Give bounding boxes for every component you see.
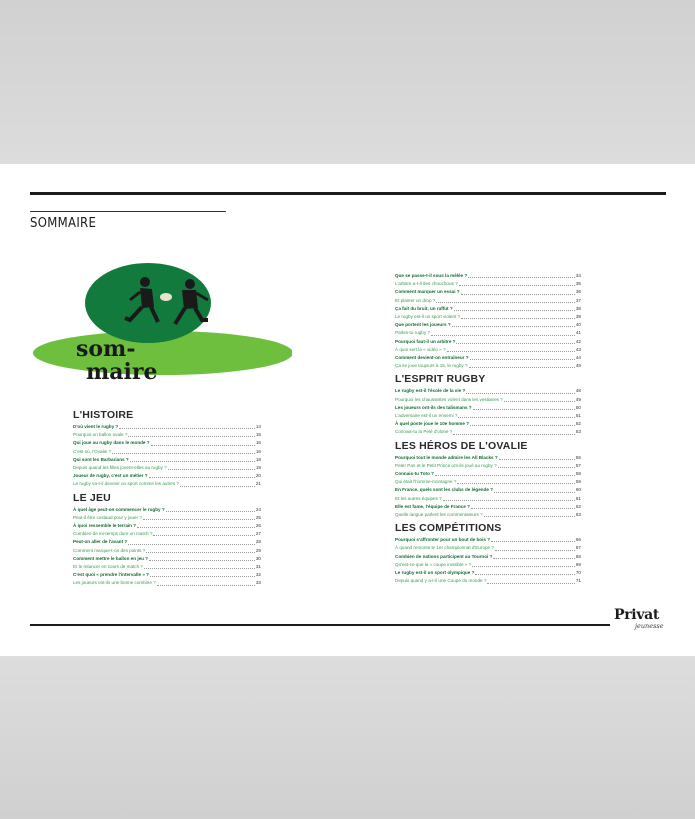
toc-entry [73,555,261,563]
dot-leader [487,583,574,584]
toc-entry-question: Peut-on aller de l'avant ? [73,539,128,545]
publisher-name: Privat [614,607,660,623]
toc-entry [395,396,581,404]
toc-entry-question: Le rugby est-il un sport olympique ? [395,570,475,576]
toc-entry-question: Comment marquer un essai ? [395,289,460,295]
toc-entry [73,456,261,464]
section-heading: L'ESPRIT RUGBY [395,373,486,386]
toc-entry [395,288,581,296]
toc-entry-page: 56 [575,454,581,460]
page-title: SOMMAIRE [30,216,97,231]
toc-entry [395,272,581,280]
dot-leader [491,541,575,542]
dot-leader [457,483,574,484]
dot-leader [128,436,254,437]
toc-entry-question: Et le relancer en cours de match ? [73,564,143,570]
toc-entry [395,503,581,511]
toc-entry-page: 68 [575,553,581,559]
dot-leader [473,409,575,410]
toc-entry-page: 51 [575,413,581,419]
dot-leader [112,453,255,454]
toc-entry-question: Que se passe-t-il sous la mêlée ? [395,273,468,278]
toc-entry-page: 16 [255,448,261,454]
dot-leader [499,459,575,460]
toc-entry-question: Pourquoi faut-il un arbitre ? [395,338,456,344]
toc-entry [73,423,261,431]
toc-entry-question: Depuis quand y a-t-il une Coupe du monde ? [395,578,487,584]
toc-entry-question: Peut-il être costaud pour y jouer ? [73,514,142,520]
toc-entry [395,486,581,494]
toc-entry [73,571,261,579]
publisher-logo [614,607,668,635]
toc-entry-page: 38 [575,305,581,311]
toc-entry-page: 71 [575,578,581,584]
dot-leader [119,428,255,429]
toc-entry [395,346,581,354]
toc-entry [395,544,581,552]
toc-entry-question: Depuis quand les filles jouent-elles au rugby ? [73,465,167,471]
toc-section [395,522,581,585]
toc-section [395,272,581,370]
toc-entry-question: Pourquoi un ballon ovale ? [73,432,128,438]
toc-entry-question: Parles-tu rugby ? [395,330,430,336]
toc-entry-page: 26 [255,523,261,529]
toc-entry-question: Pourquoi s'affronter pour un bout de bois ? [395,537,491,543]
dot-leader [447,351,575,352]
dot-leader [466,393,575,394]
dot-leader [459,285,575,286]
illustration-text-line1: som- [76,336,136,362]
toc-entry-page: 16 [255,440,261,446]
toc-entry-question: Le rugby est-il l'école de la vie ? [395,388,466,394]
toc-entry-page: 70 [575,570,581,576]
toc-entry [395,387,581,395]
toc-entry [73,464,261,472]
toc-entry-page: 18 [255,456,261,462]
toc-entry [395,511,581,519]
dot-leader [431,335,575,336]
toc-entry [73,480,261,488]
toc-entry-question: Combien de mi-temps dure un match ? [73,531,153,537]
toc-entry-question: Combien de nations participent au Tournoi ? [395,553,493,559]
dot-leader [498,467,575,468]
toc-entry-page: 57 [575,462,581,468]
toc-entry-question: Et les autres équipes ? [395,495,442,501]
dot-leader [443,500,575,501]
toc-entry-question: À quoi ressemble le terrain ? [73,523,137,529]
dot-leader [166,511,255,512]
toc-entry [395,280,581,288]
dot-leader [470,425,575,426]
dot-leader [452,326,575,327]
toc-entry-page: 62 [575,503,581,509]
toc-entry-question: Qu'est-ce que la « coupe invisible » ? [395,561,472,567]
dot-leader [143,519,255,520]
toc-entry-question: C'est quoi « prendre l'intervalle » ? [73,572,149,578]
toc-entry-question: À quand remonte le 1er championnat d'Europe ? [395,545,494,551]
dot-leader [130,461,255,462]
toc-entry-page: 61 [575,495,581,501]
toc-entry-question: D'où vient le rugby ? [73,424,119,429]
toc-entry-page: 32 [255,572,261,578]
toc-entry-question: Quelle langue parlent les commentateurs ? [395,512,483,518]
toc-entry [73,579,261,587]
toc-entry-question: Peter Pan et le Petit Prince ont-ils joué au rugby ? [395,462,497,468]
dot-leader [495,550,575,551]
toc-entry-question: Comment devient-on entraîneur ? [395,355,469,361]
publisher-imprint: jeunesse [635,622,664,630]
toc-entry-page: 35 [575,281,581,287]
dot-leader [468,277,575,278]
dot-leader [494,492,575,493]
toc-entry [395,354,581,362]
toc-entry-page: 41 [575,330,581,336]
toc-entry [395,305,581,313]
toc-section [73,409,261,489]
toc-entry-question: Connais-tu Toto ? [395,471,434,477]
toc-entry-page: 29 [255,547,261,553]
dot-leader [461,318,575,319]
dot-leader [137,527,255,528]
dot-leader [149,477,255,478]
toc-entry-page: 45 [575,363,581,369]
toc-entry-page: 39 [575,314,581,320]
toc-section [73,492,261,588]
dot-leader [470,359,575,360]
toc-entry-question: Qui sont les Barbarians ? [73,456,129,462]
dot-leader [157,585,255,586]
dot-leader [475,574,575,575]
toc-entry-question: Que portent les joueurs ? [395,322,451,328]
toc-entry [395,338,581,346]
toc-entry-question: En France, quels sont les clubs de légende ? [395,487,494,493]
toc-entry-page: 36 [575,289,581,295]
toc-entry-page: 27 [255,531,261,537]
toc-entry-question: Ça fait du bruit, un raffut ? [395,305,453,311]
dot-leader [458,417,574,418]
toc-entry-question: À quel âge peut-on commencer le rugby ? [73,506,165,512]
toc-entry-page: 50 [575,404,581,410]
toc-entry-page: 20 [255,473,261,479]
illustration-text-line2: maire [86,359,158,380]
dot-leader [151,445,255,446]
toc-entry-question: Pourquoi tout le monde admire les All Blacks ? [395,454,498,460]
toc-entry-question: Pourquoi les chaussettes volent dans les vestiaires ? [395,396,503,402]
toc-entry-question: Ça se joue toujours à 15, le rugby ? [395,363,468,369]
dot-leader [144,568,255,569]
toc-entry-question: Comment marque-t-on des points ? [73,547,146,553]
toc-entry-question: Les joueurs ont-ils une bonne combine ? [73,580,156,586]
toc-entry-page: 34 [575,273,581,278]
toc-entry-question: Joueur de rugby, c'est un métier ? [73,473,148,479]
toc-entry-question: Les joueurs ont-ils des talismans ? [395,404,472,410]
toc-entry-question: Qui était l'homme-montagne ? [395,479,457,485]
toc-entry-question: À quel poste joue le 10e homme ? [395,421,470,427]
toc-section [395,440,581,520]
toc-entry-page: 19 [255,465,261,471]
toc-entry [395,470,581,478]
toc-entry [73,563,261,571]
toc-entry-question: L'adversaire est-il un ennemi ? [395,413,458,419]
toc-entry-page: 25 [255,514,261,520]
dot-leader [180,486,255,487]
toc-right-column [395,272,581,586]
top-rule [30,192,666,195]
toc-entry-page: 37 [575,297,581,303]
toc-entry-page: 63 [575,512,581,518]
dot-leader [454,310,575,311]
toc-entry-page: 14 [255,424,261,429]
dot-leader [150,576,255,577]
toc-entry-page: 15 [255,432,261,438]
toc-section [395,373,581,436]
dot-leader [471,508,575,509]
toc-entry [395,536,581,544]
toc-entry [73,547,261,555]
bottom-rule [30,624,610,626]
toc-entry [73,472,261,480]
toc-entry [395,561,581,569]
toc-entry-question: Le rugby est-il un sport violent ? [395,314,461,320]
toc-entry-question: Comment mettre le ballon en jeu ? [73,555,149,561]
toc-entry-page: 58 [575,471,581,477]
toc-entry [73,522,261,530]
dot-leader [456,343,574,344]
toc-entry-page: 48 [575,388,581,394]
toc-entry-question: À quoi sert la « vidéo » ? [395,346,446,352]
toc-entry [395,329,581,337]
toc-entry-question: Qui joue au rugby dans le monde ? [73,440,150,446]
toc-entry-page: 69 [575,561,581,567]
toc-entry-page: 67 [575,545,581,551]
toc-entry [73,530,261,538]
dot-leader [436,302,575,303]
toc-entry-page: 49 [575,396,581,402]
toc-entry [395,297,581,305]
toc-entry-page: 33 [255,580,261,586]
toc-entry-page: 40 [575,322,581,328]
dot-leader [493,558,574,559]
background-bottom [0,656,695,819]
toc-entry [73,514,261,522]
dot-leader [168,469,255,470]
toc-entry-page: 30 [255,555,261,561]
toc-entry [395,569,581,577]
toc-entry-page: 21 [255,481,261,487]
toc-entry-page: 24 [255,506,261,512]
toc-entry [73,439,261,447]
dot-leader [453,434,575,435]
section-heading: LES COMPÉTITIONS [395,522,502,535]
dot-leader [484,516,575,517]
toc-entry-page: 42 [575,338,581,344]
toc-entry [395,321,581,329]
dot-leader [472,566,575,567]
toc-entry [73,448,261,456]
toc-entry [395,478,581,486]
toc-entry-page: 52 [575,421,581,427]
dot-leader [149,560,255,561]
toc-entry [395,412,581,420]
toc-entry [73,506,261,514]
toc-entry [395,420,581,428]
toc-entry [395,462,581,470]
background-top [0,0,695,164]
dot-leader [469,367,575,368]
rugby-players-illustration [30,262,292,380]
toc-entry [395,553,581,561]
toc-entry-question: C'est où, l'Ovalie ? [73,448,112,454]
toc-entry [73,538,261,546]
dot-leader [461,294,575,295]
toc-entry-question: Connais-tu la Pelé d'olone ? [395,429,453,435]
toc-entry [395,313,581,321]
toc-entry-page: 59 [575,479,581,485]
toc-entry-page: 43 [575,346,581,352]
dot-leader [128,544,255,545]
section-heading: L'HISTOIRE [73,409,134,421]
dot-leader [504,401,575,402]
dot-leader [435,475,575,476]
toc-entry [395,404,581,412]
toc-entry [395,454,581,462]
toc-entry-question: L'arbitre a-t-il des chouchous ? [395,281,458,287]
section-heading: LES HÉROS DE L'OVALIE [395,439,528,452]
toc-entry [395,362,581,370]
toc-entry-page: 44 [575,355,581,361]
toc-entry [395,495,581,503]
toc-entry-page: 53 [575,429,581,435]
dot-leader [153,535,254,536]
toc-entry-page: 28 [255,539,261,545]
toc-entry-question: Le rugby va-t-il devenir un sport comme les autres ? [73,481,179,487]
toc-entry-page: 66 [575,537,581,543]
section-heading: LE JEU [73,491,111,504]
toc-entry-page: 31 [255,564,261,570]
toc-entry [395,577,581,585]
book-spread [0,164,695,656]
toc-entry [73,431,261,439]
toc-entry-question: Et planter un drop ? [395,297,436,303]
dot-leader [146,552,255,553]
toc-entry-page: 60 [575,487,581,493]
toc-entry [395,428,581,436]
title-rule [30,211,226,212]
toc-left-column [73,406,261,588]
toc-entry-question: Elle est fame, l'équipe de France ? [395,503,470,509]
